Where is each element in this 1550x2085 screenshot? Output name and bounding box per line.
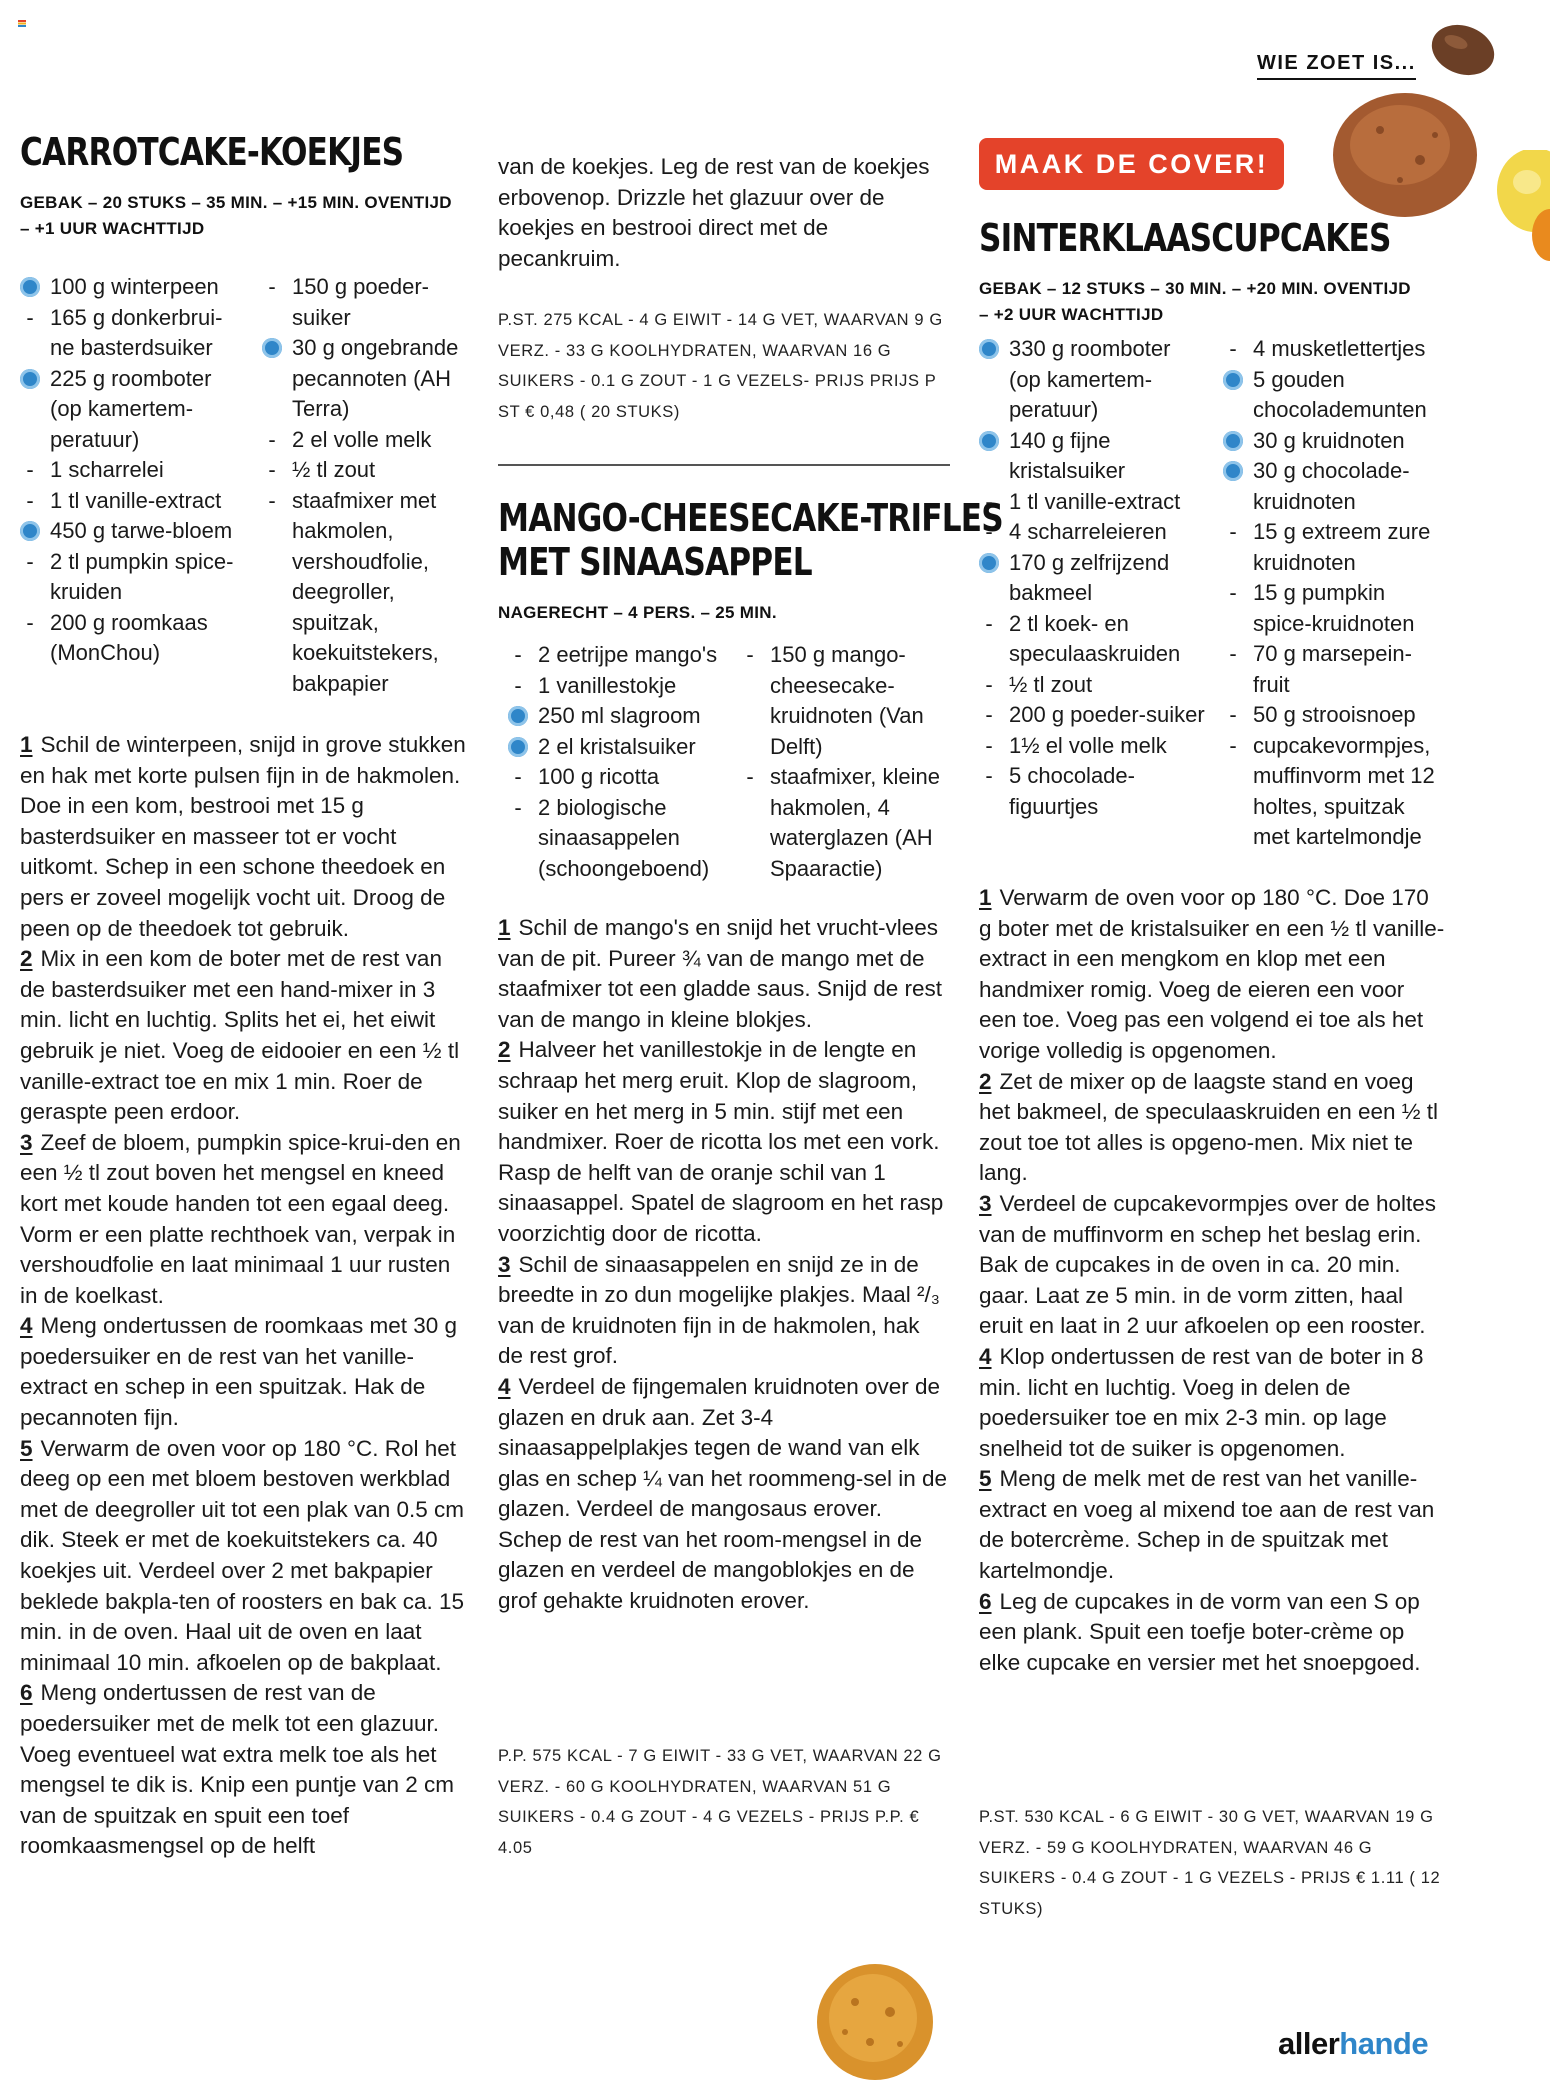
ingredient-text: 15 g extreem zure kruidnoten [1253,519,1431,575]
ingredient-item [1223,365,1445,426]
meta-line: NAGERECHT – 4 PERS. – 25 MIN. [498,603,777,622]
ingredient-text: 5 chocolade-figuurtjes [1009,763,1135,819]
step-text: Meng ondertussen de rest van de poedersuiker met de melk tot een glazuur. Voeg eventueel wat extra melk toe als het mengsel te dik is. Knip een puntje van 2 cm van de spuitzak en spuit een toef roomkaasmengsel op de helft [20,1680,454,1859]
step-number: 1 [498,915,511,940]
dash-icon [20,608,50,639]
ingredient-text: 150 g poeder-suiker [292,274,429,330]
ingredient-text: 100 g ricotta [538,764,660,789]
steps-cupcakes [979,883,1445,1678]
dash-icon [508,671,538,702]
step-text: Mix in een kom de boter met de rest van de basterdsuiker met een hand-mixer in 3 min. licht en luchtig. Splits het ei, het eiwit gebruik je niet. Voeg de eidooier en een ½ tl vanille-extract toe en mix 1 min. Roer de geraspte peen erdoor. [20,946,460,1125]
recipe-step [20,1311,472,1433]
recipe-step [20,944,472,1128]
ingredient-item [979,609,1207,670]
recipe-step [498,1035,950,1249]
brand-part-aller: aller [1278,2026,1340,2061]
dash-icon [979,761,1009,792]
step-text: Schil de winterpeen, snijd in grove stukken en hak met korte pulsen fijn in de hakmolen. Doe in een kom, bestrooi met 15 g basterdsuiker en masseer tot er vocht uitkomt. Schep in een schone theedoek en pers er zoveel mogelijk vocht uit. Droog de peen op de theedoek tot gebruik. [20,732,466,941]
recipe-step [20,1678,472,1862]
ingredient-item [1223,456,1445,517]
dash-icon [979,517,1009,548]
step-number: 6 [979,1588,992,1614]
dash-icon [1223,334,1253,365]
ingredient-text: 15 g pumpkin spice-kruidnoten [1253,580,1415,636]
ingredient-text: 1½ el volle melk [1009,732,1167,758]
ingredient-text: cupcakevormpjes, muffinvorm met 12 holtes, spuitzak met kartelmondje [1253,732,1435,849]
ingredient-item [979,426,1207,487]
bonus-badge-icon [1223,426,1253,460]
dash-icon [979,700,1009,731]
step-number: 2 [20,946,33,972]
recipe-meta-cupcakes [979,276,1445,328]
ingredient-text: 5 gouden chocolademunten [1253,366,1427,422]
dash-icon [979,670,1009,701]
recipe-continuation-carrotcake: van de koekjes. Leg de rest van de koekjes erbovenop. Drizzle het glazuur over de koekjes en bestrooi direct met de pecankruim. [498,154,930,271]
brand-logo [1278,2026,1428,2062]
step-text: Zeef de bloem, pumpkin spice-krui-den en een ½ tl zout boven het mengsel en kneed kort met koude handen tot een egaal deeg. Vorm er een platte rechthoek van, verpak in vershoudfolie en laat minimaal 1 uur rusten in de koelkast. [20,1129,461,1308]
chocolate-kruidnoot-image [1428,20,1498,80]
recipe-step [979,1342,1445,1464]
dash-icon [1223,578,1253,609]
ingredient-item [508,793,730,885]
ingredient-item [1223,731,1445,853]
ingredient-item [20,364,240,456]
step-number: 2 [498,1037,511,1063]
ingredient-text: 165 g donkerbrui-ne basterdsuiker [50,304,223,360]
ingredient-item [979,487,1207,518]
ingredient-item [979,670,1207,701]
ingredient-text: 30 g chocolade-kruidnoten [1253,458,1410,514]
ingredient-item [508,671,730,702]
ingredient-list-left [20,272,240,699]
ingredient-text: ½ tl zout [1009,671,1093,697]
ingredient-item [20,486,240,517]
ingredient-text: 2 biologische sinaasappelen (schoongeboend) [538,794,710,881]
meta-line: GEBAK – 20 STUKS – 35 MIN. – +15 MIN. OVENTIJD [20,193,452,212]
kruidnoot-cookie-image [1330,90,1480,220]
ingredient-text: 2 el kristalsuiker [538,733,696,759]
ingredient-item [20,608,240,669]
dash-icon [20,455,50,486]
dash-icon [20,486,50,517]
recipe-title-cupcakes: SINTERKLAASCUPCAKES [979,216,1391,260]
ingredient-item [262,272,482,333]
recipe-step [979,1189,1445,1342]
ingredients-cupcakes [979,334,1445,853]
orange-candy-image [1530,205,1550,265]
pumpkin-cookie-image [815,1962,935,2082]
ingredient-item [262,425,482,456]
step-number: 3 [979,1190,992,1216]
bonus-badge-icon [20,516,50,550]
dash-icon [740,640,770,671]
recipe-step [498,913,950,1035]
dash-icon [1223,700,1253,731]
ingredient-item [20,547,240,608]
ingredient-text: 1 scharrelei [50,457,164,482]
step-text: Leg de cupcakes in de vorm van een S op een plank. Spuit een toefje boter-crème op elke cupcake en versier met het snoepgoed. [979,1588,1421,1675]
ingredient-list-left [508,640,730,884]
dash-icon [1223,517,1253,548]
nutrition-cupcakes: P.ST. 530 KCAL - 6 G EIWIT - 30 G VET, WAARVAN 19 G VERZ. - 59 G KOOLHYDRATEN, WAARVAN 46 G SUIKERS - 0.4 G ZOUT - 1 G VEZELS - PRIJS € 1.11 ( 12 STUKS) [979,1808,1441,1918]
ingredient-text: 50 g strooisnoep [1253,702,1416,727]
step-text: Schil de sinaasappelen en snijd ze in de breedte in zo dun mogelijke plakjes. Maal ²/₃ van de kruidnoten fijn in de hakmolen, hak de rest grof. [498,1251,940,1369]
recipe-step [979,1464,1445,1586]
dash-icon [262,272,292,303]
ingredient-text: 1 tl vanille-extract [50,487,222,513]
bonus-badge-icon [20,272,50,306]
ingredient-text: 1 vanillestokje [538,672,677,698]
step-text: Klop ondertussen de rest van de boter in 8 min. licht en luchtig. Voeg in delen de poedersuiker toe en mix 2-3 min. op lage snelheid tot de suiker is opgenomen. [979,1343,1424,1461]
recipe-meta-mango-trifles [498,600,950,626]
ingredient-item [1223,426,1445,457]
ingredient-list-right [262,272,482,699]
ingredient-item [262,455,482,486]
step-text: Verwarm de oven voor op 180 °C. Rol het deeg op een met bloem bestoven werkblad met de deegroller uit tot een plak van 0.5 cm dik. Steek er met de koekuitstekers ca. 40 koekjes uit. Verdeel over 2 met bakpapier beklede bakpla-ten of roosters en bak ca. 15 min. in de oven. Haal uit de oven en laat minimaal 10 min. afkoelen op de bakplaat. [20,1435,465,1675]
steps-mango-trifles [498,913,950,1617]
ingredient-item [979,334,1207,426]
steps-carrotcake [20,730,472,1862]
ingredient-list-right [1223,334,1445,853]
step-text: Halveer het vanillestokje in de lengte en schraap het merg eruit. Klop de slagroom, suiker en het merg in 5 min. stijf met een handmixer. Roer de ricotta los met een vork. Rasp de helft van de oranje schil van 1 sinaasappel. Spatel de slagroom en het rasp voorzichtig door de ricotta. [498,1037,944,1246]
step-number: 5 [20,1435,33,1461]
nutrition-carrotcake: P.ST. 275 KCAL - 4 G EIWIT - 14 G VET, WAARVAN 9 G VERZ. - 33 G KOOLHYDRATEN, WAARVAN 16 G SUIKERS - 0.1 G ZOUT - 1 G VEZELS- PRIJS PRIJS P ST € 0,48 ( 20 STUKS) [498,311,943,421]
dash-icon [20,303,50,334]
ingredient-item [20,516,240,547]
recipe-step [20,1128,472,1312]
ingredients-mango-trifles [508,640,948,884]
ingredient-item [979,517,1207,548]
title-line: MET SINAASAPPEL [498,540,812,584]
bonus-badge-icon [262,333,292,367]
bonus-badge-icon [1223,365,1253,399]
ingredient-item [979,548,1207,609]
step-text: Meng ondertussen de roomkaas met 30 g poedersuiker en de rest van het vanille-extract en schep in een spuitzak. Hak de pecannoten fijn. [20,1313,458,1431]
step-number: 4 [498,1373,511,1399]
dash-icon [979,731,1009,762]
recipe-step [979,1587,1445,1679]
ingredient-item [1223,334,1445,365]
recipe-title-carrotcake: CARROTCAKE-KOEKJES [20,130,404,174]
dash-icon [262,486,292,517]
dash-icon [508,762,538,793]
ingredient-text: 330 g roomboter (op kamertem-peratuur) [1009,336,1171,422]
bonus-badge-icon [979,548,1009,582]
ingredient-item [979,700,1207,731]
title-line: MANGO-CHEESECAKE-TRIFLES [498,496,1003,540]
recipe-step [979,883,1445,1067]
ingredient-item [508,762,730,793]
ingredients-carrotcake [20,272,472,699]
step-number: 3 [20,1129,33,1155]
section-divider [498,464,950,466]
step-text: Schil de mango's en snijd het vrucht-vlees van de pit. Pureer ¾ van de mango met de staafmixer tot een gladde saus. Snijd de rest van de mango in kleine blokjes. [498,915,943,1032]
ingredient-text: 100 g winterpeen [50,274,219,299]
ingredient-text: 2 el volle melk [292,426,432,452]
bonus-badge-icon [1223,456,1253,490]
step-number: 6 [20,1680,33,1706]
ingredient-item [1223,578,1445,639]
ingredient-text: 140 g fijne kristalsuiker [1009,427,1126,483]
dash-icon [1223,731,1253,762]
step-text: Verwarm de oven voor op 180 °C. Doe 170 g boter met de kristalsuiker en een ½ tl vanille-extract in een mengkom en klop met een handmixer romig. Voeg de eieren een voor een toe. Voeg pas een volgend ei toe als het vorige volledig is opgenomen. [979,885,1445,1063]
ingredient-text: 2 tl koek- en speculaaskruiden [1009,610,1181,666]
ingredient-text: 4 musketlettertjes [1253,336,1426,361]
step-text: Verdeel de cupcakevormpjes over de holtes van de muffinvorm en schep het beslag erin. Bak de cupcakes in de oven in ca. 20 min. gaar. Laat ze 5 min. in de vorm zitten, haal eruit en laat in 2 uur afkoelen op een rooster. [979,1190,1437,1339]
bonus-badge-icon [979,334,1009,368]
recipe-step [498,1250,950,1372]
dash-icon [508,640,538,671]
meta-line: – +2 UUR WACHTTIJD [979,305,1164,324]
dash-icon [740,762,770,793]
ingredient-text: 4 scharreleieren [1009,519,1167,544]
ingredient-item [262,486,482,700]
ingredient-text: 1 tl vanille-extract [1009,488,1181,514]
step-number: 5 [979,1466,992,1492]
ingredient-item [262,333,482,425]
step-number: 1 [979,885,992,910]
bonus-badge-icon [508,732,538,766]
recipe-step [20,1434,472,1679]
step-text: Meng de melk met de rest van het vanille-extract en voeg al mixend toe aan de rest van de botercrème. Schep in de spuitzak met kartelmondje. [979,1466,1435,1584]
ingredient-text: 225 g roomboter (op kamertem-peratuur) [50,365,212,452]
step-number: 2 [979,1068,992,1094]
dash-icon [262,455,292,486]
ingredient-item [20,272,240,303]
dash-icon [1223,639,1253,670]
ingredient-text: 150 g mango-cheesecake-kruidnoten (Van Delft) [770,642,924,759]
ingredient-text: 200 g poeder-suiker [1009,702,1205,727]
cover-badge: MAAK DE COVER! [979,138,1284,190]
meta-line: – +1 UUR WACHTTIJD [20,219,205,238]
section-label: WIE ZOET IS... [1257,52,1416,80]
ingredient-item [1223,517,1445,578]
bonus-badge-icon [508,701,538,735]
ingredient-text: 30 g ongebrande pecannoten (AH Terra) [292,335,459,421]
ingredient-text: 170 g zelfrijzend bakmeel [1009,549,1170,605]
dash-icon [979,487,1009,518]
ingredient-item [979,761,1207,822]
ingredient-item [1223,700,1445,731]
recipe-step [498,1372,950,1617]
recipe-title-mango-trifles [498,496,1003,584]
ingredient-text: 70 g marsepein-fruit [1253,641,1412,697]
ingredient-list-right [740,640,940,884]
ingredient-item [20,303,240,364]
step-number: 1 [20,732,33,757]
brand-part-hande: hande [1339,2026,1429,2061]
ingredient-text: ½ tl zout [292,457,376,482]
step-text: Zet de mixer op de laagste stand en voeg het bakmeel, de speculaaskruiden en een ½ tl zout toe tot alles is opgeno-men. Mix niet te lang. [979,1068,1439,1186]
ingredient-item [20,455,240,486]
meta-line: GEBAK – 12 STUKS – 30 MIN. – +20 MIN. OVENTIJD [979,279,1411,298]
ingredient-text: 250 ml slagroom [538,703,701,728]
recipe-meta-carrotcake [20,190,472,242]
ingredient-item [1223,639,1445,700]
ingredient-item [740,640,940,762]
ingredient-text: staafmixer met hakmolen, vershoudfolie, deegroller, spuitzak, koekuitstekers, bakpapier [292,487,439,696]
ingredient-item [508,732,730,763]
dash-icon [979,609,1009,640]
bonus-badge-icon [20,364,50,398]
ingredient-text: 200 g roomkaas (MonChou) [50,609,208,665]
ingredient-item [508,701,730,732]
step-number: 4 [20,1313,33,1339]
ingredient-text: 2 tl pumpkin spice-kruiden [50,548,234,604]
bonus-badge-icon [979,426,1009,460]
nutrition-mango-trifles: P.P. 575 KCAL - 7 G EIWIT - 33 G VET, WAARVAN 22 G VERZ. - 60 G KOOLHYDRATEN, WAARVAN 51 G SUIKERS - 0.4 G ZOUT - 4 G VEZELS - PRIJS P.P. € 4.05 [498,1747,942,1857]
ingredient-text: 30 g kruidnoten [1253,427,1405,453]
dash-icon [20,547,50,578]
ingredient-item [740,762,940,884]
ingredient-item [508,640,730,671]
ingredient-text: 2 eetrijpe mango's [538,642,718,667]
ingredient-text: staafmixer, kleine hakmolen, 4 waterglazen (AH Spaaractie) [770,764,940,881]
dash-icon [508,793,538,824]
step-text: Verdeel de fijngemalen kruidnoten over de glazen en druk aan. Zet 3-4 sinaasappelplakjes tegen de wand van elk glas en schep ¼ van het roommeng-sel in de glazen. Verdeel de mangosaus erover. Schep de rest van het room-mengsel in de glazen en verdeel de mangoblokjes en de grof gehakte kruidnoten erover. [498,1373,948,1614]
corner-mark-icon [18,20,26,27]
recipe-step [979,1067,1445,1189]
recipe-step [20,730,472,944]
step-number: 3 [498,1251,511,1277]
dash-icon [262,425,292,456]
ingredient-text: 450 g tarwe-bloem [50,518,233,543]
step-number: 4 [979,1343,992,1369]
ingredient-list-left [979,334,1207,853]
ingredient-item [979,731,1207,762]
